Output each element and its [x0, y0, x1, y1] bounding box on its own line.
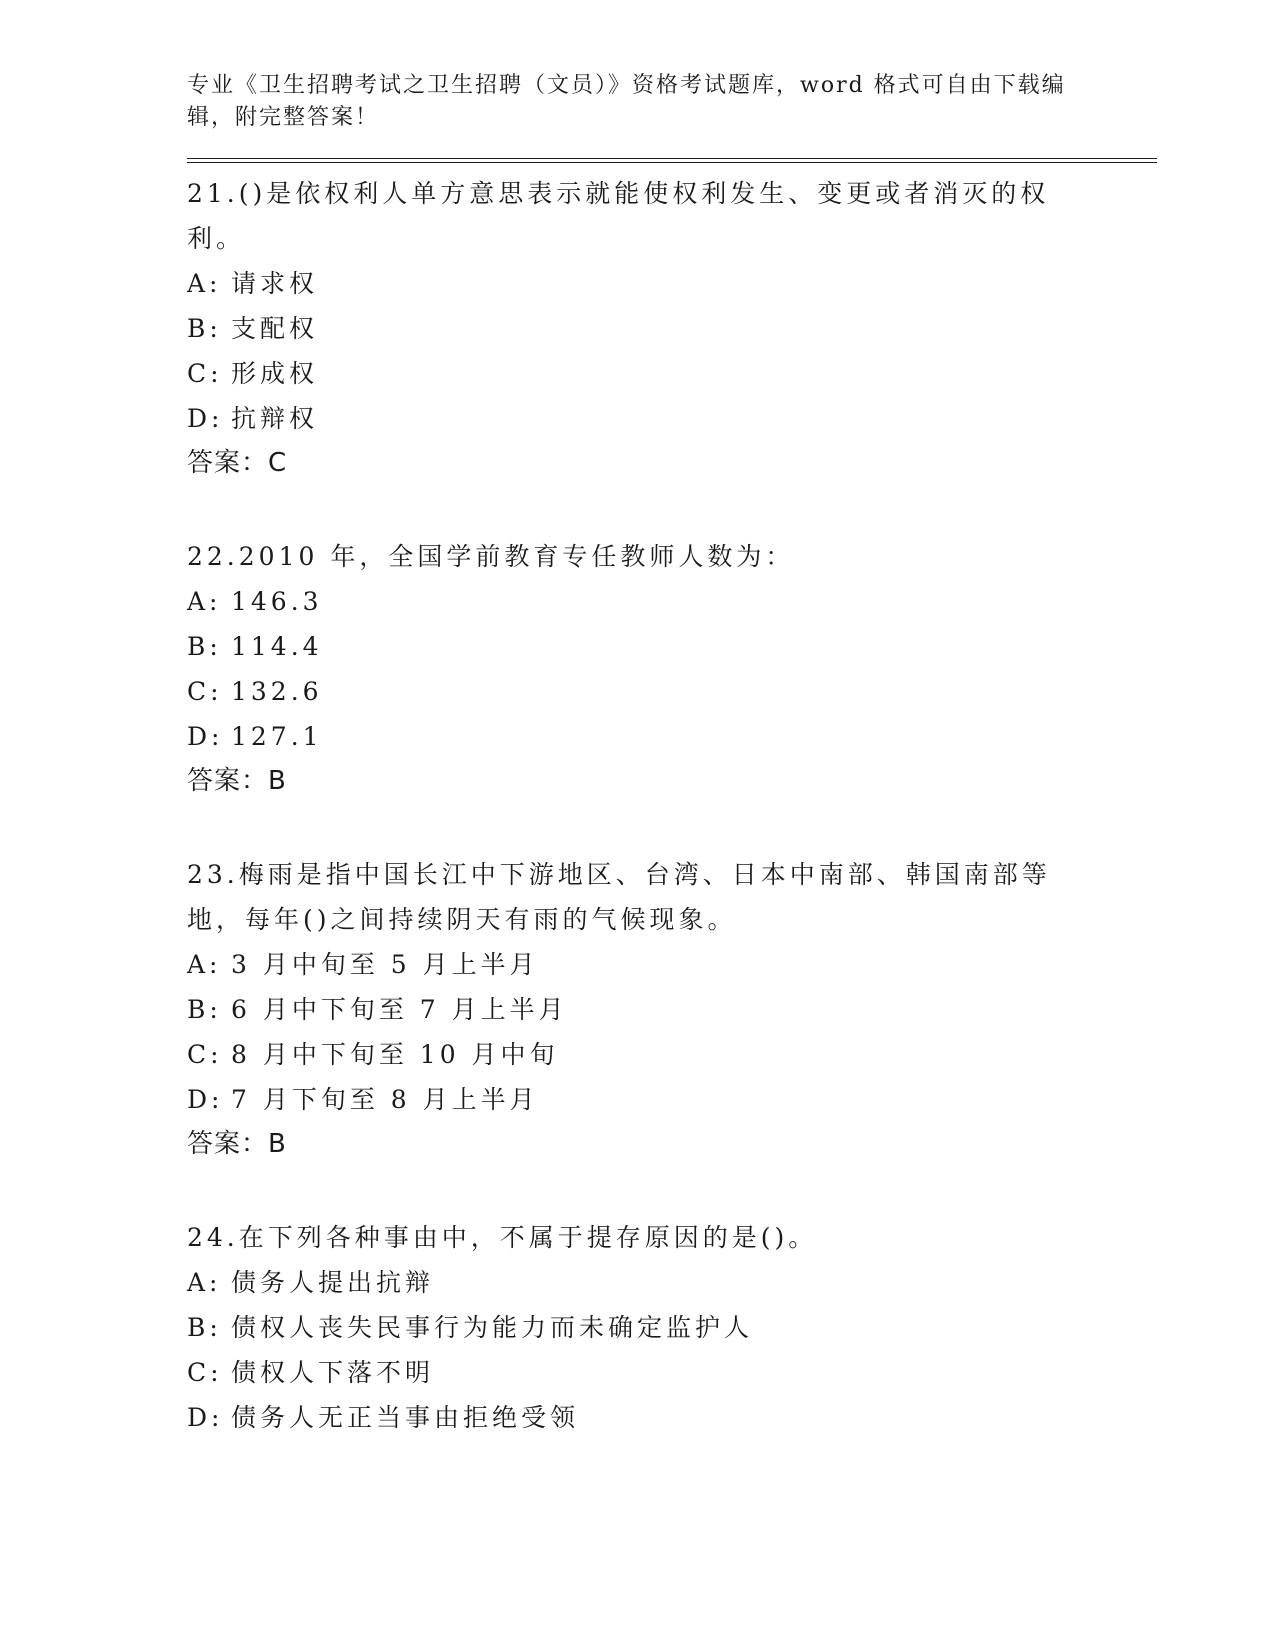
answer-line: 答案：B — [187, 1129, 287, 1159]
option-letter: D: — [187, 1403, 224, 1432]
option-text: 抗辩权 — [231, 404, 319, 433]
option-d — [187, 714, 1157, 759]
question-stem: 23.梅雨是指中国长江中下游地区、台湾、日本中南部、韩国南部等地，每年()之间持续阴天有雨的气候现象。 — [187, 860, 1051, 934]
option-text: 8 月中下旬至 10 月中旬 — [231, 1040, 559, 1069]
option-a — [187, 579, 1157, 624]
option-b — [187, 1305, 1157, 1350]
option-c — [187, 669, 1157, 714]
option-text: 127.1 — [231, 722, 323, 751]
document-header: 专业《卫生招聘考试之卫生招聘（文员）》资格考试题库，word 格式可自由下载编辑，附完整答案！ — [187, 73, 1066, 130]
option-text: 6 月中下旬至 7 月上半月 — [231, 995, 568, 1024]
option-text: 形成权 — [231, 359, 319, 388]
question-stem: 21.()是依权利人单方意思表示就能使权利发生、变更或者消灭的权利。 — [187, 179, 1050, 253]
answer-line: 答案：B — [187, 766, 287, 796]
option-letter: A: — [187, 269, 222, 298]
option-letter: A: — [187, 1268, 222, 1297]
option-b — [187, 624, 1157, 669]
option-letter: C: — [187, 1040, 223, 1069]
option-text: 3 月中旬至 5 月上半月 — [231, 950, 539, 979]
option-text: 114.4 — [231, 632, 323, 661]
question-23 — [187, 852, 1157, 1167]
option-letter: C: — [187, 359, 223, 388]
question-22 — [187, 534, 1157, 804]
option-b — [187, 987, 1157, 1032]
option-text: 债务人提出抗辩 — [231, 1268, 435, 1297]
option-letter: B: — [187, 1313, 222, 1342]
option-text: 146.3 — [231, 587, 323, 616]
option-text: 支配权 — [231, 314, 319, 343]
option-d — [187, 1395, 1157, 1440]
option-c — [187, 1032, 1157, 1077]
option-a — [187, 1260, 1157, 1305]
option-a — [187, 261, 1157, 306]
option-letter: B: — [187, 314, 222, 343]
question-21 — [187, 171, 1157, 486]
option-letter: B: — [187, 632, 222, 661]
option-d — [187, 1077, 1157, 1122]
option-d — [187, 396, 1157, 441]
question-stem: 24.在下列各种事由中，不属于提存原因的是()。 — [187, 1223, 818, 1252]
option-letter: D: — [187, 1085, 224, 1114]
option-text: 7 月下旬至 8 月上半月 — [231, 1085, 539, 1114]
option-text: 债权人丧失民事行为能力而未确定监护人 — [231, 1313, 754, 1342]
option-a — [187, 942, 1157, 987]
option-text: 请求权 — [231, 269, 319, 298]
option-letter: C: — [187, 677, 223, 706]
question-stem: 22.2010 年，全国学前教育专任教师人数为： — [187, 542, 795, 571]
answer-line: 答案：C — [187, 448, 288, 478]
option-letter: D: — [187, 722, 224, 751]
option-text: 132.6 — [231, 677, 323, 706]
option-c — [187, 1350, 1157, 1395]
option-text: 债权人下落不明 — [231, 1358, 435, 1387]
option-letter: A: — [187, 950, 222, 979]
option-text: 债务人无正当事由拒绝受领 — [231, 1403, 580, 1432]
option-letter: B: — [187, 995, 222, 1024]
option-b — [187, 306, 1157, 351]
option-letter: A: — [187, 587, 222, 616]
option-c — [187, 351, 1157, 396]
option-letter: C: — [187, 1358, 223, 1387]
question-24 — [187, 1215, 1157, 1440]
option-letter: D: — [187, 404, 224, 433]
document-page — [187, 70, 1157, 1440]
header-divider — [187, 158, 1157, 163]
